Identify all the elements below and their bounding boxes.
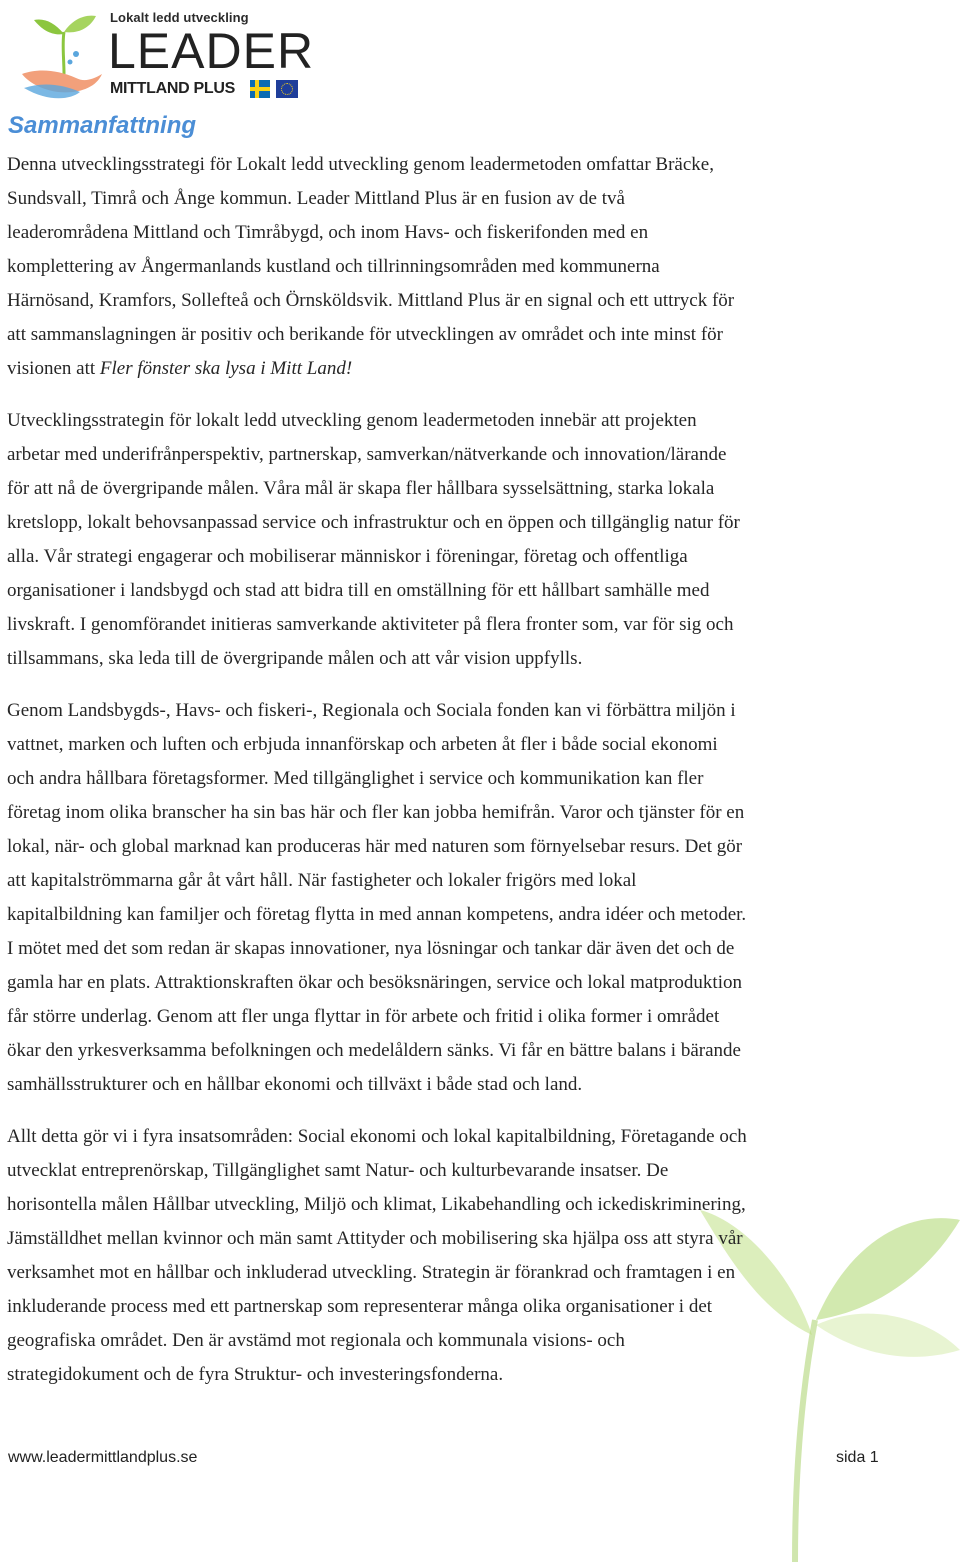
text-line: inkluderande process med ett partnerskap som representerar många olika organisationer i det bbox=[7, 1296, 713, 1317]
text-line: Sundsvall, Timrå och Ånge kommun. Leader Mittland Plus är en fusion av de två bbox=[7, 188, 625, 209]
text-line: leaderområdena Mittland och Timråbygd, och inom Havs- och fiskerifonden med en bbox=[7, 222, 649, 243]
text-line: lokal, när- och global marknad kan produceras här med naturen som förnyelsebar resurs. Det gör bbox=[7, 836, 743, 857]
text-line: Allt detta gör vi i fyra insatsområden: Social ekonomi och lokal kapitalbildning, Företagande och bbox=[7, 1126, 747, 1147]
text-span: visionen att bbox=[7, 358, 100, 379]
paragraph-funds bbox=[7, 694, 907, 1102]
paragraph-strategy bbox=[7, 404, 907, 676]
text-line: gamla har en plats. Attraktionskraften ökar och besöksnäringen, service och lokal matproduktion bbox=[7, 972, 742, 993]
footer-website-link[interactable]: www.leadermittlandplus.se bbox=[8, 1449, 198, 1466]
text-line: att sammanslagningen är positiv och berikande för utvecklingen av området och inte minst för bbox=[7, 324, 723, 345]
text-line: samhällsstrukturer och en hållbar ekonomi och tillväxt i både stad och land. bbox=[7, 1074, 583, 1095]
text-line: geografiska området. Den är avstämd mot regionala och kommunala visions- och bbox=[7, 1330, 625, 1351]
text-line: för att nå de övergripande målen. Våra mål är skapa fler hållbara sysselsättning, starka lokala bbox=[7, 478, 715, 499]
leader-logo bbox=[14, 4, 315, 104]
text-line: att kapitalströmmarna går åt vårt håll. När fastigheter och lokaler frigörs med lokal bbox=[7, 870, 637, 891]
text-line: företag inom olika branscher ha sin bas här och fler kan jobba hemifrån. Varor och tjänster för en bbox=[7, 802, 745, 823]
text-line: komplettering av Ångermanlands kustland och tillrinningsområden med kommunerna bbox=[7, 256, 660, 277]
text-line: arbetar med underifrånperspektiv, partnerskap, samverkan/nätverkande och innovation/lärande bbox=[7, 444, 727, 465]
section-heading: Sammanfattning bbox=[8, 112, 197, 139]
text-line: får större underlag. Genom att fler unga flyttar in för arbete och fritid i olika former i området bbox=[7, 1006, 720, 1027]
summary-body bbox=[7, 148, 907, 1410]
text-line: tillsammans, ska leda till de övergripande målen och att vår vision uppfylls. bbox=[7, 648, 583, 669]
text-line: ökar den yrkesverksamma befolkningen och medelåldern sänks. Vi får en bättre balans i bärande bbox=[7, 1040, 741, 1061]
text-line: alla. Vår strategi engagerar och mobiliserar människor i föreningar, företag och offentliga bbox=[7, 546, 688, 567]
page-number: sida 1 bbox=[836, 1449, 879, 1466]
text-line: strategidokument och de fyra Struktur- och investeringsfonderna. bbox=[7, 1364, 504, 1385]
sprout-hands-icon bbox=[14, 4, 110, 104]
text-line: och andra hållbara företagsformer. Med tillgänglighet i service och kommunikation kan fler bbox=[7, 768, 704, 789]
logo-tagline: Lokalt ledd utveckling bbox=[110, 10, 249, 25]
text-line bbox=[7, 352, 907, 386]
text-line: Denna utvecklingsstrategi för Lokalt ledd utveckling genom leadermetoden omfattar Bräcke, bbox=[7, 154, 714, 175]
text-line: kapitalbildning kan familjer och företag flytta in med annan kompetens, andra idéer och metoder. bbox=[7, 904, 747, 925]
text-line: organisationer i landsbygd och stad att bidra till en omställning för ett hållbart samhälle med bbox=[7, 580, 710, 601]
text-line: Härnösand, Kramfors, Sollefteå och Örnsköldsvik. Mittland Plus är en signal och ett uttryck för bbox=[7, 290, 735, 311]
logo-subtitle: MITTLAND PLUS bbox=[110, 80, 235, 97]
text-line: I mötet med det som redan är skapas innovationer, nya lösningar och tankar där även det och de bbox=[7, 938, 735, 959]
vision-quote: Fler fönster ska lysa i Mitt Land! bbox=[99, 358, 353, 379]
logo-wordmark: LEADER bbox=[108, 23, 315, 79]
paragraph-intro bbox=[7, 148, 907, 386]
text-line: kretslopp, lokalt behovsanpassad service och infrastruktur och en öppen och tillgänglig natur för bbox=[7, 512, 740, 533]
paragraph-focus-areas bbox=[7, 1120, 907, 1392]
eu-flag-icon bbox=[276, 80, 298, 98]
text-line: Jämställdhet mellan kvinnor och män samt Attityder och mobilisering ska hjälpa oss att styra vår bbox=[7, 1228, 743, 1249]
text-line: utvecklat entreprenörskap, Tillgänglighet samt Natur- och kulturbevarande insatser. De bbox=[7, 1160, 669, 1181]
text-line: vattnet, marken och luften och erbjuda innanförskap och arbeten åt fler i både social ekonomi bbox=[7, 734, 718, 755]
text-line: Genom Landsbygds-, Havs- och fiskeri-, Regionala och Sociala fonden kan vi förbättra miljön i bbox=[7, 700, 736, 721]
text-line: livskraft. I genomförandet initieras samverkande aktiviteter på flera fronter som, var för sig och bbox=[7, 614, 734, 635]
text-line: Utvecklingsstrategin för lokalt ledd utveckling genom leadermetoden innebär att projekten bbox=[7, 410, 697, 431]
swedish-flag-icon bbox=[250, 80, 270, 98]
text-line: horisontella målen Hållbar utveckling, Miljö och klimat, Likabehandling och ickediskriminering, bbox=[7, 1194, 746, 1215]
text-line: verksamhet mot en hållbar och inkluderad utveckling. Strategin är förankrad och framtagen i en bbox=[7, 1262, 736, 1283]
